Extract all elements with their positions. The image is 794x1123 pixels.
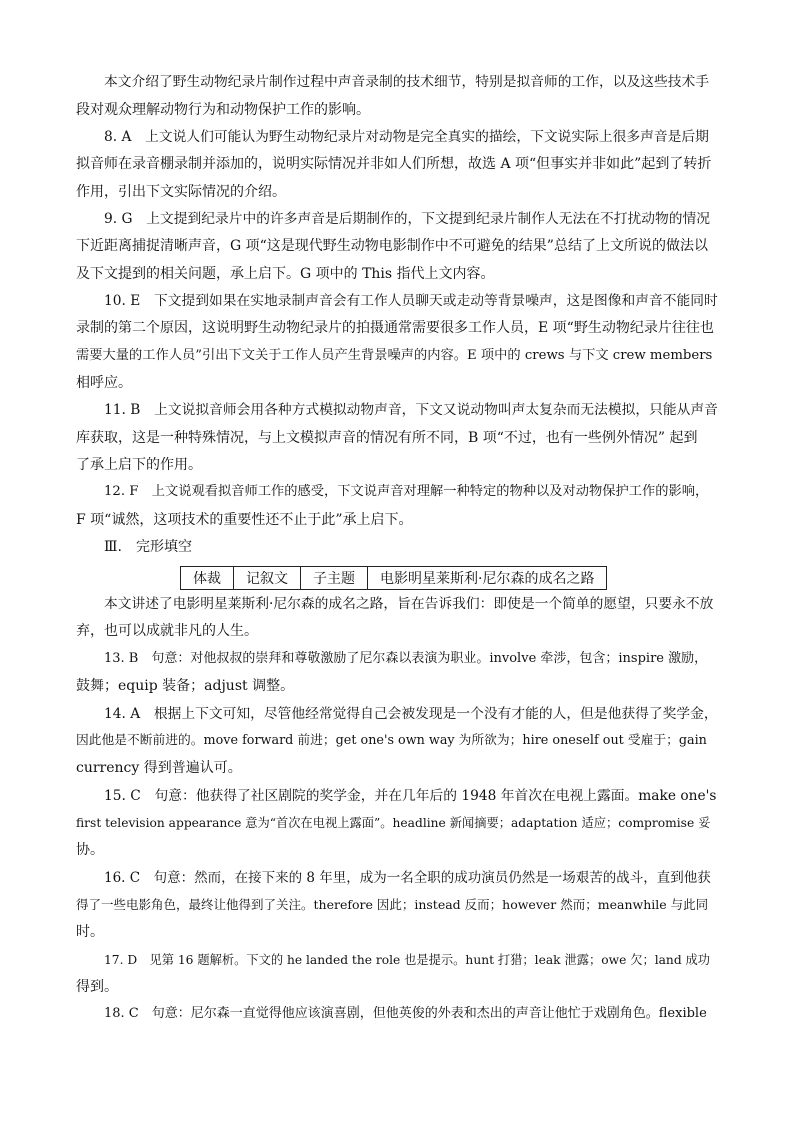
- paragraph-line: first television appearance 意为“首次在电视上露面”。headline 新闻摘要；adaptation 适应；compromise 妥: [76, 816, 711, 830]
- answer-line: 12. F 上文说观看拟音师工作的感受，下文说声音对理解一种特定的物种以及对动物保护工作的影响，: [104, 484, 709, 499]
- paragraph-line: 协。: [76, 842, 104, 858]
- paragraph-line: F 项“诚然，这项技术的重要性还不止于此”承上启下。: [76, 512, 413, 528]
- answer-line: 8. A 上文说人们可能认为野生动物纪录片对动物是完全真实的描绘，下文说实际上很多声音是后期: [104, 129, 709, 145]
- paragraph-line: 录制的第二个原因，这说明野生动物纪录片的拍摄通常需要很多工作人员，E 项“野生动物纪录片往往也: [76, 320, 714, 336]
- paragraph-line: 时。: [76, 924, 104, 940]
- paragraph-line: 段对观众理解动物行为和动物保护工作的影响。: [76, 102, 370, 118]
- paragraph-line: 库获取，这是一种特殊情况，与上文模拟声音的情况有所不同，B 项“不过，也有一些例外情况” 起到: [76, 430, 698, 446]
- answer-line: 9. G 上文提到纪录片中的许多声音是后期制作的，下文提到纪录片制作人无法在不打扰动物的情况: [104, 211, 710, 227]
- paragraph-line: 需要大量的工作人员”引出下文关于工作人员产生背景噪声的内容。E 项中的 crews 与下文 crew members: [76, 348, 713, 363]
- paragraph-line: currency 得到普遍认可。: [76, 760, 242, 776]
- answer-line: 16. C 句意：然而，在接下来的 8 年里，成为一名全职的成功演员仍然是一场艰苦的战斗，直到他获: [104, 870, 711, 886]
- answer-line: 14. A 根据上下文可知，尽管他经常觉得自己会被发现是一个没有才能的人，但是他获得了奖学金，: [104, 706, 718, 722]
- genre-value-cell: 记叙文: [234, 567, 301, 590]
- answer-line: 18. C 句意：尼尔森一直觉得他应该演喜剧，但他英俊的外表和杰出的声音让他忙于戏剧角色。flexible: [104, 1006, 707, 1021]
- paragraph-line: 得到。: [76, 979, 118, 995]
- paragraph-line: 了承上启下的作用。: [76, 457, 202, 473]
- answer-line: 10. E 下文提到如果在实地录制声音会有工作人员聊天或走动等背景噪声，这是图像和声音不能同时: [104, 293, 718, 309]
- paragraph-line: 鼓舞；equip 装备；adjust 调整。: [76, 678, 295, 694]
- answer-line: 15. C 句意：他获得了社区剧院的奖学金，并在几年后的 1948 年首次在电视上露面。make one's: [104, 788, 717, 804]
- paragraph-line: 作用，引出下文实际情况的介绍。: [76, 184, 286, 200]
- answer-line: 11. B 上文说拟音师会用各种方式模拟动物声音，下文又说动物叫声太复杂而无法模拟，只能从声音: [104, 402, 718, 418]
- passage-info-table: [180, 566, 607, 590]
- paragraph-line: 拟音师在录音棚录制并添加的，说明实际情况并非如人们所想，故选 A 项“但事实并非如此”起到了转折: [76, 156, 712, 172]
- subtopic-value-cell: 电影明星莱斯利·尼尔森的成名之路: [368, 567, 607, 590]
- paragraph-line: 下近距离捕捉清晰声音，G 项“这是现代野生动物电影制作中不可避免的结果”总结了上文所说的做法以: [76, 238, 708, 254]
- paragraph-line: 弃，也可以成就非凡的人生。: [76, 623, 258, 639]
- genre-label-cell: 体裁: [181, 567, 234, 590]
- paragraph-line: 及下文提到的相关问题，承上启下。G 项中的 This 指代上文内容。: [76, 266, 495, 282]
- subtopic-label-cell: 子主题: [301, 567, 368, 590]
- paragraph-line: 得了一些电影角色，最终让他得到了关注。therefore 因此；instead 反而；however 然而；meanwhile 与此同: [76, 897, 709, 912]
- paragraph-line: 本文介绍了野生动物纪录片制作过程中声音录制的技术细节，特别是拟音师的工作，以及这些技术手: [104, 74, 710, 90]
- paragraph-line: 因此他是不断前进的。move forward 前进；get one's own way 为所欲为；hire oneself out 受雇于；gain: [76, 733, 707, 748]
- answer-line: 13. B 句意：对他叔叔的崇拜和尊敬激励了尼尔森以表演为职业。involve 牵涉，包含；inspire 激励，: [104, 651, 708, 666]
- answer-line: 17. D 见第 16 题解析。下文的 he landed the role 也是提示。hunt 打猎；leak 泄露；owe 欠；land 成功: [104, 953, 711, 967]
- section-heading: Ⅲ. 完形填空: [104, 539, 192, 555]
- paragraph-line: 相呼应。: [76, 375, 132, 391]
- paragraph-line: 本文讲述了电影明星莱斯利·尼尔森的成名之路，旨在告诉我们：即使是一个简单的愿望，只要永不放: [104, 596, 714, 612]
